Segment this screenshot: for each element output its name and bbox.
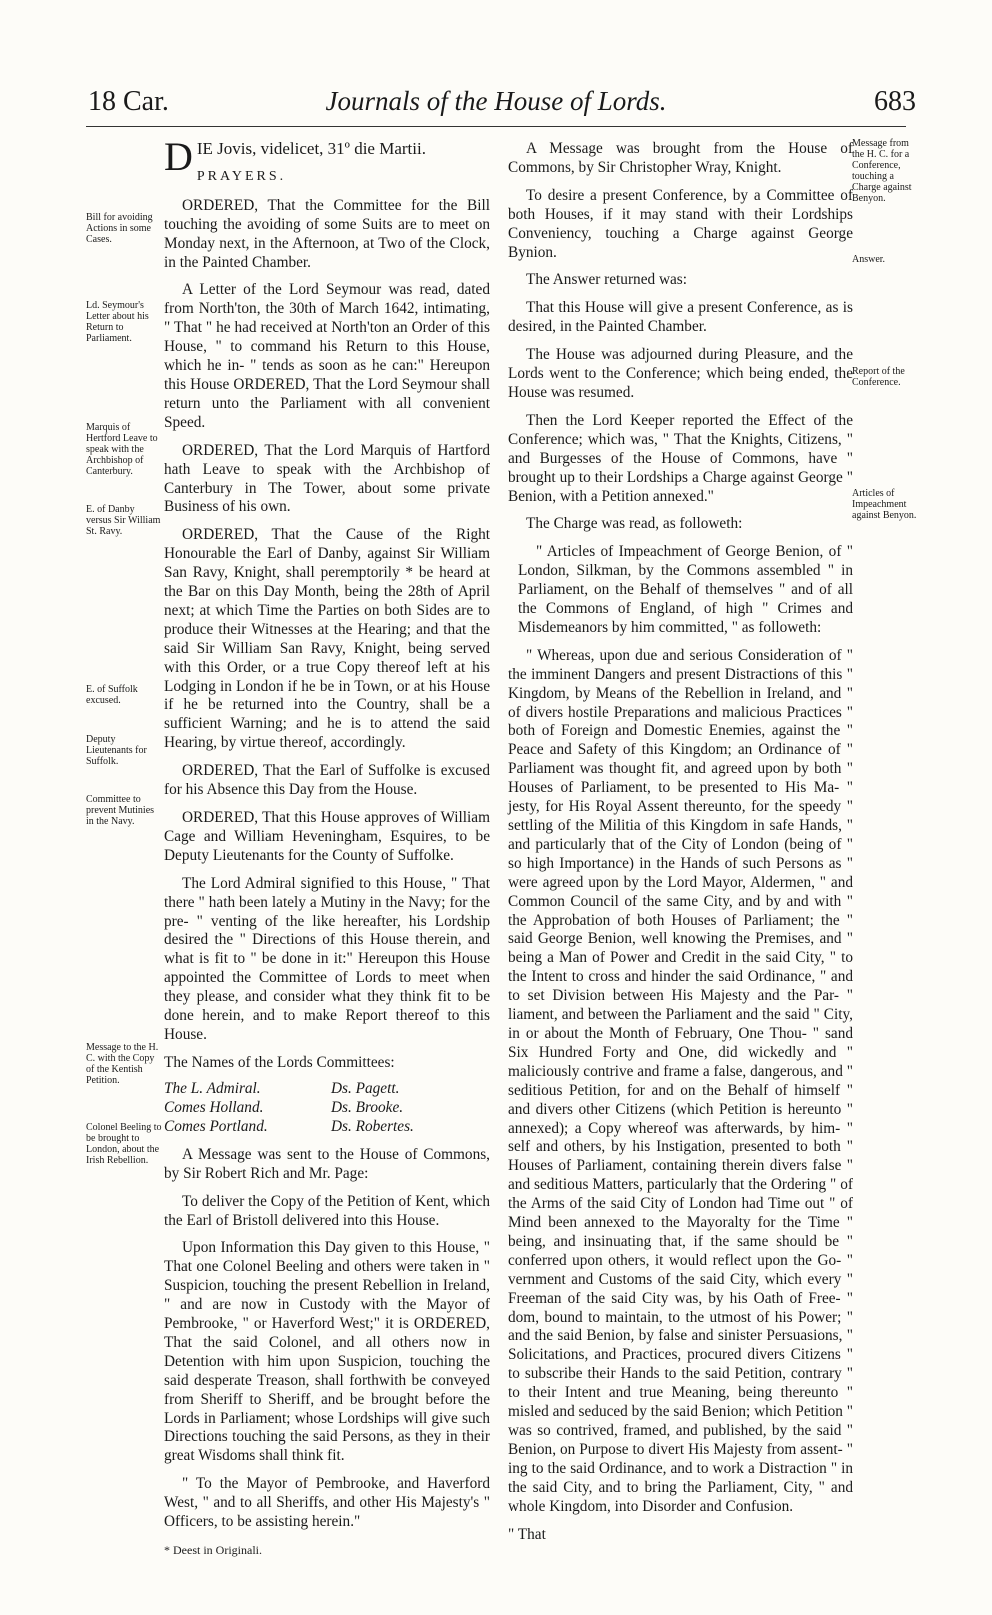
footnote: * Deest in Originali.	[164, 1543, 262, 1557]
margin-note: Marquis of Hertford Leave to speak with the Archbishop of Canterbury.	[86, 422, 158, 477]
committee-name: Ds. Pagett.	[331, 1079, 400, 1097]
committee-names	[164, 1079, 490, 1136]
header-rule	[86, 126, 906, 127]
margin-note: Message from the H. C. for a Conference, touching a Charge against Benyon.	[852, 138, 912, 204]
date-heading: D IE Jovis, videlicet, 31º die Martii.	[164, 134, 426, 179]
left-column	[164, 134, 490, 1569]
paragraph: That this House will give a present Conference, as is desired, in the Painted Chamber.	[508, 299, 853, 336]
paragraph: The Lord Admiral signified to this House, " That there " hath been lately a Mutiny in the Navy; for the pre- " venting of the like hereafter, his Lordship desired the " Directions of this House therein, and what is fit to " be done in it:" Hereupon this House appointed the Committee of Lords to meet when they please, and consider what they think fit to be done herein, and to make Report thereof to this House.	[164, 874, 490, 1043]
prayers-heading: PRAYERS.	[196, 168, 287, 184]
regnal-year: 18 Car.	[88, 86, 169, 117]
page-number: 683	[874, 86, 916, 117]
committee-name: The L. Admiral.	[164, 1079, 261, 1097]
paragraph: To desire a present Conference, by a Committee of both Houses, if it may stand with their Lordships Conveniency, touching a Charge against George Bynion.	[508, 186, 853, 261]
margin-note: Articles of Impeachment against Benyon.	[852, 488, 917, 521]
paragraph: " Whereas, upon due and serious Consideration of " the imminent Dangers and present Distractions of this " Kingdom, by Means of the Rebellion in Ireland, and " of divers hostile Preparations and malicious Practices " both of Foreign and Domestic Enemies, against the " Peace and Safety of this Kingdom; an Ordinance of " Parliament was thought fit, and agreed upon by both " Houses of Parliament, to be presented to His Ma- " jesty, for His Royal Assent thereunto, for the speedy " settling of the Militia of this Kingdom in safe Hands, " and particularly that of the City of London (being of " so high Importance) in the Hands of such Persons as " were agreed upon by the Lord Mayor, Aldermen, " and Common Council of the same City, and by and with " the Approbation of both Houses of Parliament; the " said George Benion, well knowing the Premises, and " being a Man of Power and Credit in the said City, " to the Intent to cross and hinder the said Ordinance, " and to set Division between His Majesty and the Par- " liament, and between the Parliament and the said " City, in or about the Month of February, One Thou- " sand Six Hundred Forty and One, did wickedly and " maliciously contrive and frame a false, dangerous, and " seditious Petition, for and on the Behalf of himself " and divers other Citizens (which Petition is hereunto " annexed); a Copy whereof was afterwards, by him- " self and others, by his Instigation, presented to both " Houses of Parliament, containing therein divers false " and seditious Matters, particularly that the Ordering " of the Arms of the said City of London had Time out " of Mind been annexed to the Mayoralty for the Time " being, and insinuating that, if the same should be " conferred upon others, it would reflect upon the Go- " vernment and Customs of the said City, which every " Freeman of the said City was, by his Oath of Free- " dom, bound to maintain, to the utmost of his Power; " and the said Benion, by false and sinister Persuasions, " Solicitations, and Practices, procured divers Citizens " to subscribe their Hands to the said Petition, contrary " to their Intent and true Meaning, being thereunto " misled and seduced by the said Benion; which Petition " was so contrived, framed, and published, by the said " Benion, on Purpose to divert His Majesty from assent- " ing to the said Ordinance, and to work a Distraction " in the said City, and to bring the Parliament, City, " and whole Kingdom, into Disorder and Confusion.	[508, 646, 853, 1515]
paragraph: A Message was brought from the House of Commons, by Sir Christopher Wray, Knight.	[508, 140, 853, 176]
margin-note: Report of the Conference.	[852, 366, 905, 388]
right-column	[508, 140, 853, 1553]
paragraph: ORDERED, That the Committee for the Bill touching the avoiding of some Suits are to meet on Monday next, in the Afternoon, at Two of the Clock, in the Painted Chamber.	[164, 196, 490, 271]
margin-note: Deputy Lieutenants for Suffolk.	[86, 734, 147, 767]
paragraph: ORDERED, That the Lord Marquis of Hartford hath Leave to speak with the Archbishop of Canterbury in The Tower, about some private Business of his own.	[164, 441, 490, 516]
paragraph: A Message was sent to the House of Commons, by Sir Robert Rich and Mr. Page:	[164, 1145, 490, 1182]
articles-heading: " Articles of Impeachment of George Benion, of " London, Silkman, by the Commons assembled " in Parliament, on the Behalf of themselves " and of all the Commons of England, of high " Crimes and Misdemeanors by him committed, " as followeth:	[518, 543, 853, 636]
paragraph: The Answer returned was:	[526, 271, 687, 289]
committee-names-heading: The Names of the Lords Committees:	[164, 1053, 395, 1071]
margin-note: Committee to prevent Mutinies in the Navy.	[86, 794, 155, 827]
paragraph: ORDERED, That the Cause of the Right Honourable the Earl of Danby, against Sir William San Ravy, Knight, shall peremptorily * be heard at the Bar on this Day Month, being the 28th of April next; at which Time the Parties on both Sides are to produce their Witnesses at the Hearing; and that the said Sir William San Ravy, Knight, being served with this Order, or a true Copy thereof left at his Lodging in London if he be in Town, or at his House if he be returned into the Country, shall be a sufficient Warning; and he is to attend the said Hearing, by virtue thereof, accordingly.	[164, 526, 490, 752]
paragraph: Upon Information this Day given to this House, " That one Colonel Beeling and others were taken in " Suspicion, touching the present Rebellion in Ireland, " and are now in Custody with the Mayor of Pembrooke, " or Haverford West;" it is ORDERED, That the said Colonel, and all others now in Detention with him upon Suspicion, touching the said desperate Treason, shall forthwith be conveyed from Sheriff to Sheriff, and be brought before the Lords in Parliament; whose Lordships will give such Directions touching the said Persons, as they in their great Wisdoms shall think fit.	[164, 1239, 490, 1465]
committee-name: Ds. Brooke.	[331, 1098, 404, 1116]
catchword: " That	[508, 1525, 546, 1543]
paragraph: " To the Mayor of Pembrooke, and Haverford West, " and to all Sheriffs, and other His Majesty's " Officers, to be assisting herein."	[164, 1475, 490, 1531]
paragraph: The House was adjourned during Pleasure, and the Lords went to the Conference; which being ended, the House was resumed.	[508, 346, 853, 401]
paragraph: A Letter of the Lord Seymour was read, dated from North'ton, the 30th of March 1642, intimating, " That " he had received at North'ton an Order of this House, " to command his Return to this House, which he in- " tends as soon as he can:" Hereupon this House ORDERED, That the Lord Seymour shall return unto the Parliament with all convenient Speed.	[164, 281, 490, 431]
committee-name: Ds. Robertes.	[331, 1117, 414, 1135]
running-title: Journals of the House of Lords.	[325, 86, 667, 116]
margin-note: E. of Suffolk excused.	[86, 684, 138, 706]
drop-cap: D	[164, 134, 193, 179]
margin-note: Bill for avoiding Actions in some Cases.	[86, 212, 153, 245]
paragraph: The Charge was read, as followeth:	[526, 515, 743, 533]
paragraph: Then the Lord Keeper reported the Effect of the Conference; which was, " That the Knights, Citizens, " and Burgesses of the House of Commons, have " brought up to their Lordships a Charge against George " Benion, with a Petition annexed."	[508, 411, 853, 505]
page-header	[0, 84, 992, 132]
paragraph: ORDERED, That this House approves of William Cage and William Heveningham, Esquires, to be Deputy Lieutenants for the County of Suffolke.	[164, 809, 490, 864]
committee-name: Comes Holland.	[164, 1098, 264, 1116]
margin-note: Colonel Beeling to be brought to London, about the Irish Rebellion.	[86, 1122, 162, 1166]
margin-note: Answer.	[852, 254, 886, 265]
paragraph: To deliver the Copy of the Petition of Kent, which the Earl of Bristoll delivered into this House.	[164, 1192, 490, 1229]
committee-name: Comes Portland.	[164, 1117, 268, 1135]
margin-note: Ld. Seymour's Letter about his Return to Parliament.	[86, 300, 149, 344]
margin-note: E. of Danby versus Sir William St. Ravy.	[86, 504, 161, 537]
paragraph: ORDERED, That the Earl of Suffolke is excused for his Absence this Day from the House.	[164, 762, 490, 799]
margin-note: Message to the H. C. with the Copy of the Kentish Petition.	[86, 1042, 159, 1086]
